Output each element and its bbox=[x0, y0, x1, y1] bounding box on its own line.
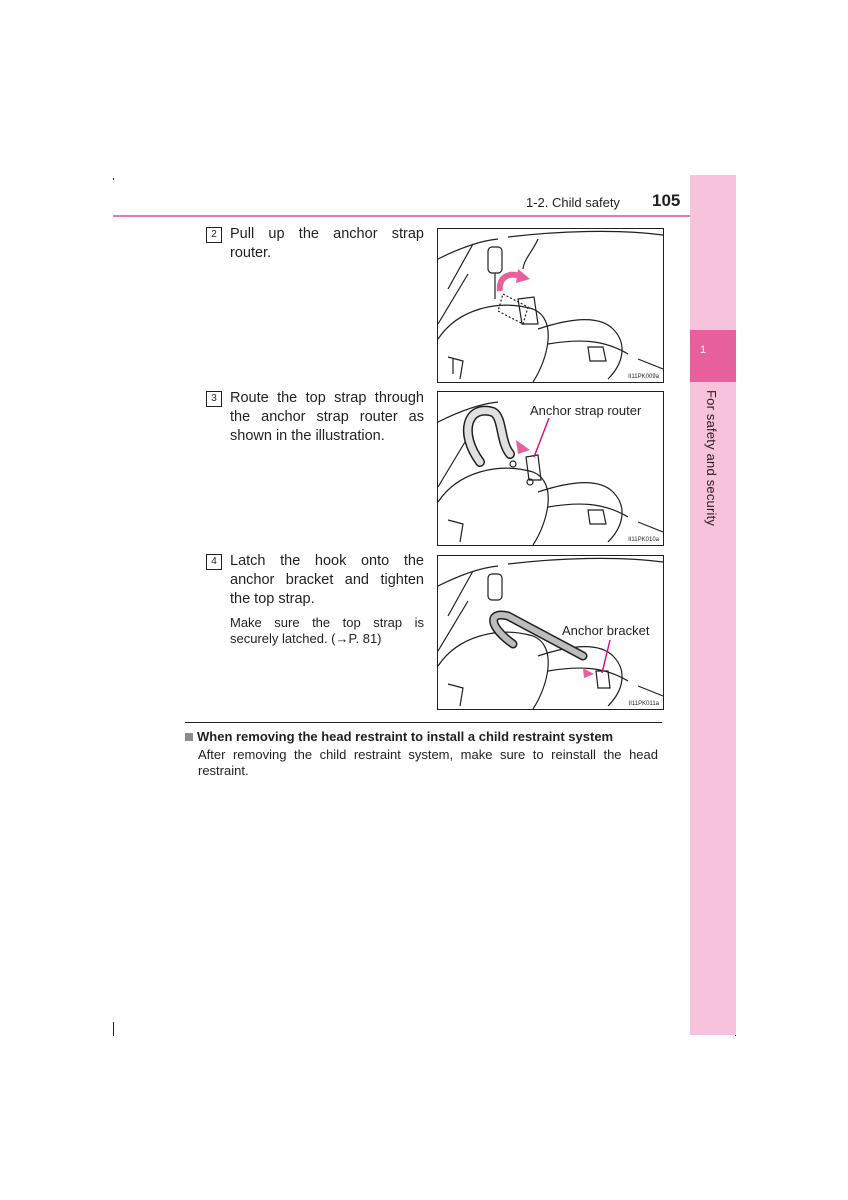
figure-route-top-strap bbox=[437, 391, 664, 546]
crop-mark bbox=[113, 178, 114, 180]
step-text: Route the top strap through the anchor strap router as shown in the illustration. bbox=[230, 390, 424, 444]
note-rule bbox=[185, 722, 662, 723]
step-note: Make sure the top strap is securely latched. (→P. 81) bbox=[230, 615, 424, 646]
note-title-text: When removing the head restraint to install a child restraint system bbox=[197, 729, 614, 744]
chapter-title: For safety and security bbox=[704, 390, 719, 527]
step-text: Pull up the anchor strap router. bbox=[230, 226, 424, 261]
figure-code: II11PK011a bbox=[628, 701, 659, 707]
section-title: 1-2. Child safety bbox=[526, 195, 620, 210]
step-number: 3 bbox=[206, 391, 222, 407]
chapter-tab[interactable] bbox=[690, 330, 736, 382]
header-rule bbox=[113, 215, 691, 217]
chapter-number: 1 bbox=[700, 344, 707, 356]
figure-code: II11PK010a bbox=[628, 537, 659, 543]
figure-latch-hook bbox=[437, 555, 664, 710]
crop-mark bbox=[113, 1022, 114, 1036]
figure-code: II11PK009a bbox=[628, 374, 659, 380]
figure-label: Anchor strap router bbox=[530, 403, 642, 418]
step-number: 4 bbox=[206, 554, 222, 570]
step-text: Latch the hook onto the anchor bracket and tighten the top strap. bbox=[230, 553, 424, 607]
note-title bbox=[185, 729, 613, 744]
seat-illustration bbox=[438, 229, 663, 382]
page-number: 105 bbox=[652, 191, 681, 210]
step-number: 2 bbox=[206, 227, 222, 243]
figure-anchor-strap-router-pull bbox=[437, 228, 664, 383]
step-3 bbox=[206, 389, 424, 446]
note-body: After removing the child restraint system, make sure to reinstall the head restraint. bbox=[198, 747, 658, 778]
step-2 bbox=[206, 225, 424, 263]
figure-label: Anchor bracket bbox=[562, 623, 650, 638]
square-bullet-icon bbox=[185, 733, 193, 741]
chapter-tab-strip bbox=[690, 175, 736, 1035]
step-4 bbox=[206, 552, 424, 647]
